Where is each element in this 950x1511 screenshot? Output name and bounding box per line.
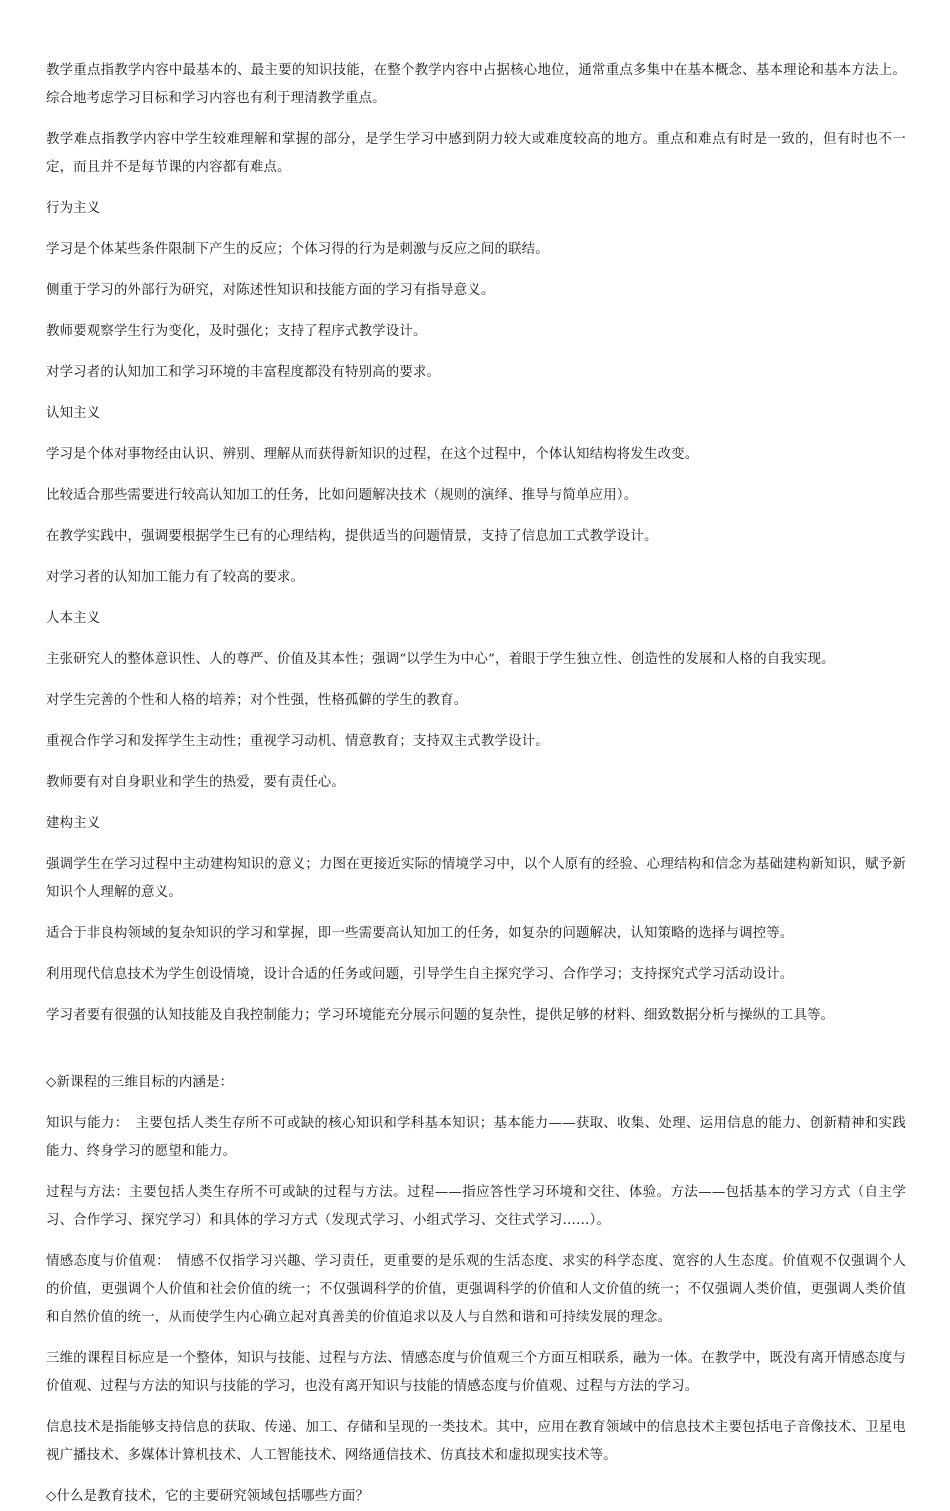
paragraph-constructivism-2: 适合于非良构领域的复杂知识的学习和掌握，即一些需要高认知加工的任务，如复杂的问题解决，认知策略的选择与调控等。 [46, 926, 794, 941]
paragraph-key-points: 教学重点指教学内容中最基本的、最主要的知识技能，在整个教学内容中占据核心地位，通常重点多集中在基本概念、基本理论和基本方法上。综合地考虑学习目标和学习内容也有利于理清教学重点。 [46, 63, 906, 106]
paragraph-behaviorism-4: 对学习者的认知加工和学习环境的丰富程度都没有特别高的要求。 [46, 365, 441, 380]
heading-education-technology-question: ◇什么是教育技术，它的主要研究领域包括哪些方面？ [46, 1489, 370, 1504]
paragraph-behaviorism-3: 教师要观察学生行为变化，及时强化；支持了程序式教学设计。 [46, 324, 427, 339]
paragraph-constructivism-3: 利用现代信息技术为学生创设情境，设计合适的任务或问题，引导学生自主探究学习、合作学习；支持探究式学习活动设计。 [46, 967, 794, 982]
heading-three-dimensional-goals: ◇新课程的三维目标的内涵是： [46, 1075, 234, 1090]
paragraph-humanism-4: 教师要有对自身职业和学生的热爱，要有责任心。 [46, 775, 345, 790]
paragraph-humanism-3: 重视合作学习和发挥学生主动性；重视学习动机、情意教育；支持双主式教学设计。 [46, 734, 549, 749]
section-gap [46, 1043, 906, 1069]
paragraph-goals-whole: 三维的课程目标应是一个整体，知识与技能、过程与方法、情感态度与价值观三个方面互相联系，融为一体。在教学中，既没有离开情感态度与价值观、过程与方法的知识与技能的学习，也没有离开知识与技能的情感态度与价值观、过程与方法的学习。 [46, 1351, 906, 1394]
paragraph-humanism-2: 对学生完善的个性和人格的培养；对个性强，性格孤僻的学生的教育。 [46, 693, 468, 708]
heading-behaviorism: 行为主义 [46, 201, 101, 216]
paragraph-cognitivism-2: 比较适合那些需要进行较高认知加工的任务，比如问题解决技术（规则的演绎、推导与简单应用）。 [46, 488, 638, 503]
paragraph-knowledge-ability: 知识与能力： 主要包括人类生存所不可或缺的核心知识和学科基本知识；基本能力——获取、收集、处理、运用信息的能力、创新精神和实践能力、终身学习的愿望和能力。 [46, 1116, 906, 1159]
paragraph-cognitivism-4: 对学习者的认知加工能力有了较高的要求。 [46, 570, 305, 585]
paragraph-difficult-points: 教学难点指教学内容中学生较难理解和掌握的部分，是学生学习中感到阴力较大或难度较高的地方。重点和难点有时是一致的，但有时也不一定，而且并不是每节课的内容都有难点。 [46, 132, 906, 175]
paragraph-process-method: 过程与方法：主要包括人类生存所不可或缺的过程与方法。过程——指应答性学习环境和交往、体验。方法——包括基本的学习方式（自主学习、合作学习、探究学习）和具体的学习方式（发现式学习、小组式学习、交往式学习……）。 [46, 1185, 906, 1228]
heading-humanism: 人本主义 [46, 611, 101, 626]
paragraph-constructivism-1: 强调学生在学习过程中主动建构知识的意义；力图在更接近实际的情境学习中，以个人原有的经验、心理结构和信念为基础建构新知识，赋予新知识个人理解的意义。 [46, 857, 906, 900]
paragraph-behaviorism-1: 学习是个体某些条件限制下产生的反应；个体习得的行为是刺激与反应之间的联结。 [46, 242, 549, 257]
paragraph-cognitivism-3: 在教学实践中，强调要根据学生已有的心理结构，提供适当的问题情景，支持了信息加工式教学设计。 [46, 529, 658, 544]
paragraph-emotion-values: 情感态度与价值观： 情感不仅指学习兴趣、学习责任，更重要的是乐观的生活态度、求实的科学态度、宽容的人生态度。价值观不仅强调个人的价值，更强调个人价值和社会价值的统一；不仅强调科学的价值，更强调科学的价值和人文价值的统一；不仅强调人类价值，更强调人类价值和自然价值的统一，从而使学生内心确立起对真善美的价值追求以及人与自然和谐和可持续发展的理念。 [46, 1254, 906, 1325]
paragraph-constructivism-4: 学习者要有很强的认知技能及自我控制能力；学习环境能充分展示问题的复杂性，提供足够的材料、细致数据分析与操纵的工具等。 [46, 1008, 835, 1023]
heading-constructivism: 建构主义 [46, 816, 101, 831]
paragraph-cognitivism-1: 学习是个体对事物经由认识、辨别、理解从而获得新知识的过程，在这个过程中，个体认知结构将发生改变。 [46, 447, 699, 462]
paragraph-information-technology: 信息技术是指能够支持信息的获取、传递、加工、存储和呈现的一类技术。其中，应用在教育领域中的信息技术主要包括电子音像技术、卫星电视广播技术、多媒体计算机技术、人工智能技术、网络通信技术、仿真技术和虚拟现实技术等。 [46, 1420, 906, 1463]
paragraph-humanism-1: 主张研究人的整体意识性、人的尊严、价值及其本性；强调“以学生为中心”，着眼于学生独立性、创造性的发展和人格的自我实现。 [46, 652, 835, 667]
heading-cognitivism: 认知主义 [46, 406, 101, 421]
paragraph-behaviorism-2: 侧重于学习的外部行为研究，对陈述性知识和技能方面的学习有指导意义。 [46, 283, 495, 298]
